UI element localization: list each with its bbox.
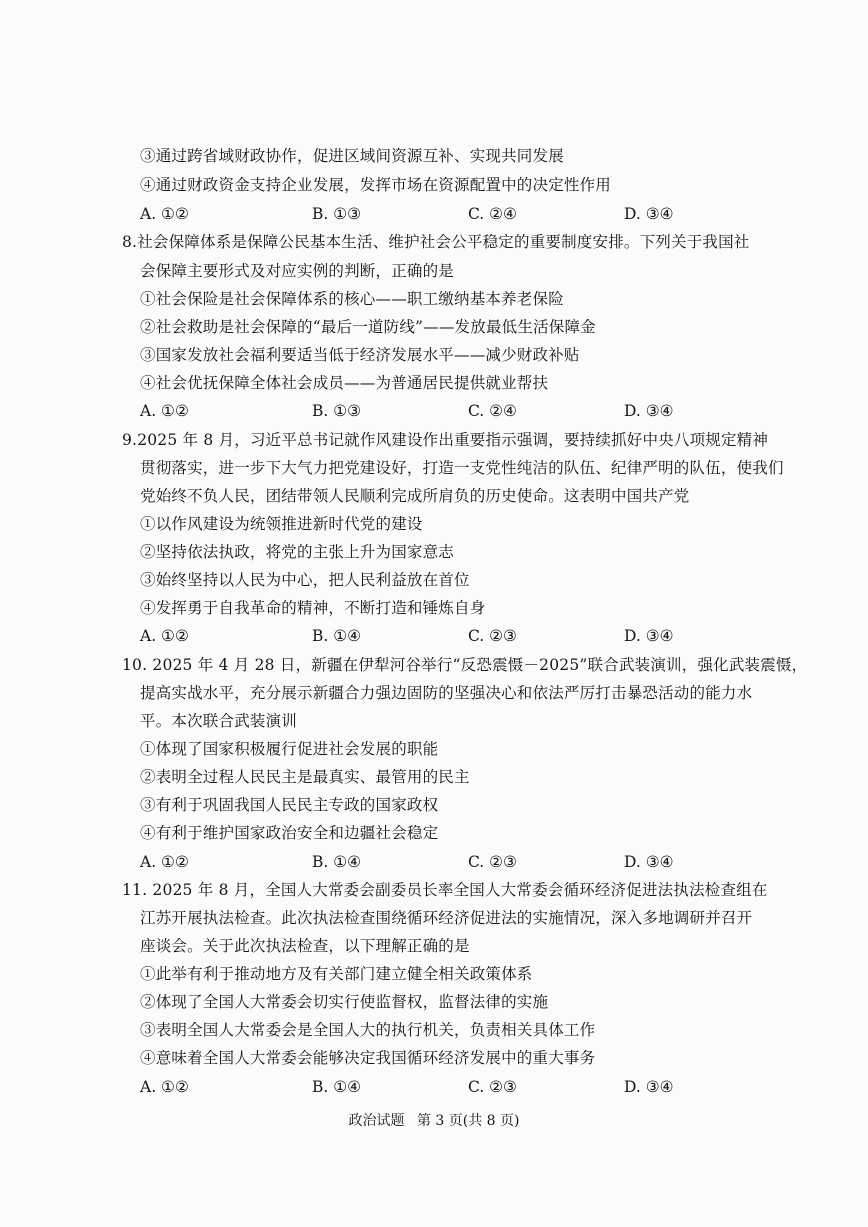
q11-stem-line-3: 座谈会。关于此次执法检查，以下理解正确的是	[140, 937, 470, 955]
q9-stem-line-3: 党始终不负人民，团结带领人民顺利完成所肩负的历史使命。这表明中国共产党	[140, 487, 690, 505]
q11-option-a: A. ①②	[140, 1078, 189, 1096]
q8-item-3: ③国家发放社会福利要适当低于经济发展水平——减少财政补贴	[140, 346, 580, 364]
q10-option-c: C. ②③	[468, 853, 517, 871]
q7-item-3: ③通过跨省域财政协作，促进区域间资源互补、实现共同发展	[140, 147, 564, 165]
q11-stem-line-1: 11. 2025 年 8 月，全国人大常委会副委员长率全国人大常委会循环经济促进法执法检查组在	[122, 881, 768, 899]
q9-item-3: ③始终坚持以人民为中心，把人民利益放在首位	[140, 571, 470, 589]
q9-item-4: ④发挥勇于自我革命的精神，不断打造和锤炼自身	[140, 599, 486, 617]
q9-stem-line-1: 9.2025 年 8 月，习近平总书记就作风建设作出重要指示强调，要持续抓好中央八项规定精神	[122, 431, 769, 449]
q8-option-d: D. ③④	[624, 402, 674, 420]
q11-item-1: ①此举有利于推动地方及有关部门建立健全相关政策体系	[140, 965, 533, 983]
q10-option-a: A. ①②	[140, 853, 189, 871]
page-footer	[0, 1110, 868, 1130]
q11-item-3: ③表明全国人大常委会是全国人大的执行机关，负责相关具体工作	[140, 1021, 596, 1039]
q9-option-c: C. ②③	[468, 627, 517, 645]
q9-option-b: B. ①④	[312, 627, 362, 645]
q10-item-2: ②表明全过程人民民主是最真实、最管用的民主	[140, 768, 470, 786]
q11-stem-line-2: 江苏开展执法检查。此次执法检查围绕循环经济促进法的实施情况，深入多地调研并召开	[140, 909, 753, 927]
q9-item-2: ②坚持依法执政，将党的主张上升为国家意志	[140, 543, 455, 561]
q9-option-a: A. ①②	[140, 627, 189, 645]
q8-option-a: A. ①②	[140, 402, 189, 420]
q10-item-1: ①体现了国家积极履行促进社会发展的职能	[140, 740, 439, 758]
q8-stem-line-2: 会保障主要形式及对应实例的判断，正确的是	[140, 262, 455, 280]
q10-stem-line-3: 平。本次联合武装演训	[140, 712, 298, 730]
q8-item-4: ④社会优抚保障全体社会成员——为普通居民提供就业帮扶	[140, 374, 549, 392]
q11-option-d: D. ③④	[624, 1078, 674, 1096]
q8-stem-line-1: 8.社会保障体系是保障公民基本生活、维护社会公平稳定的重要制度安排。下列关于我国社	[122, 233, 750, 251]
q7-option-a: A. ①②	[140, 205, 189, 223]
q10-item-3: ③有利于巩固我国人民民主专政的国家政权	[140, 796, 439, 814]
q8-option-c: C. ②④	[468, 402, 517, 420]
q9-option-d: D. ③④	[624, 627, 674, 645]
q7-item-4: ④通过财政资金支持企业发展，发挥市场在资源配置中的决定性作用	[140, 176, 612, 194]
q7-option-d: D. ③④	[624, 205, 674, 223]
q10-item-4: ④有利于维护国家政治安全和边疆社会稳定	[140, 824, 439, 842]
q11-option-c: C. ②③	[468, 1078, 517, 1096]
q9-item-1: ①以作风建设为统领推进新时代党的建设	[140, 515, 423, 533]
q8-option-b: B. ①③	[312, 402, 362, 420]
q9-stem-line-2: 贯彻落实，进一步下大气力把党建设好，打造一支党性纯洁的队伍、纪律严明的队伍，使我们	[140, 459, 784, 477]
q11-item-2: ②体现了全国人大常委会切实行使监督权，监督法律的实施	[140, 993, 549, 1011]
q11-option-b: B. ①④	[312, 1078, 362, 1096]
q10-option-b: B. ①④	[312, 853, 362, 871]
q11-item-4: ④意味着全国人大常委会能够决定我国循环经济发展中的重大事务	[140, 1049, 596, 1067]
q10-stem-line-2: 提高实战水平，充分展示新疆合力强边固防的坚强决心和依法严厉打击暴恐活动的能力水	[140, 684, 753, 702]
q7-option-b: B. ①③	[312, 205, 362, 223]
footer-subject: 政治试题	[348, 1113, 405, 1129]
q10-stem-line-1: 10. 2025 年 4 月 28 日，新疆在伊犁河谷举行“反恐震慑－2025”联合武装演训，强化武装震慑，	[122, 656, 808, 674]
q8-item-1: ①社会保险是社会保障体系的核心——职工缴纳基本养老保险	[140, 290, 564, 308]
q8-item-2: ②社会救助是社会保障的“最后一道防线”——发放最低生活保障金	[140, 318, 596, 336]
q7-option-c: C. ②④	[468, 205, 517, 223]
footer-page-number: 第 3 页(共 8 页)	[416, 1113, 520, 1129]
q10-option-d: D. ③④	[624, 853, 674, 871]
